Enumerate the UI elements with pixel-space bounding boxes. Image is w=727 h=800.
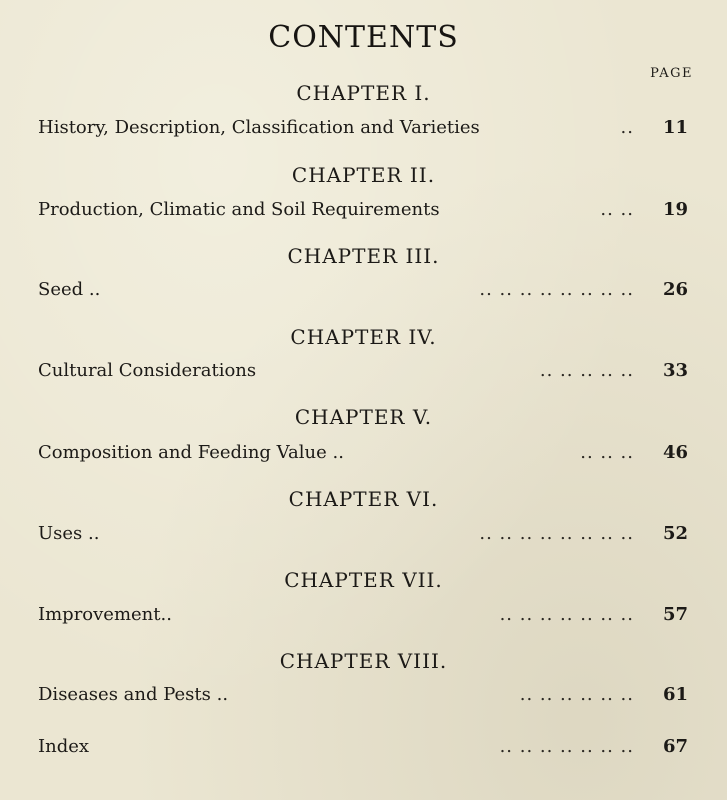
- page-number: 46: [662, 442, 688, 463]
- toc-entry-chapter-7[interactable]: [38, 601, 688, 629]
- toc-entry-chapter-6[interactable]: [38, 520, 688, 548]
- page-number: 67: [662, 736, 688, 757]
- page-number: 19: [662, 199, 688, 220]
- chapter-1-heading: CHAPTER I.: [296, 81, 431, 105]
- dot-leader: .. .. .. .. ..: [539, 360, 634, 381]
- entry-title: History, Description, Classification and Varieties: [38, 117, 480, 138]
- dot-leader: .. .. .. .. .. .. .. ..: [479, 279, 634, 300]
- toc-entry-chapter-5[interactable]: [38, 439, 688, 467]
- contents-heading: CONTENTS: [268, 20, 459, 55]
- page-number: 33: [662, 360, 688, 381]
- dot-leader: .. ..: [600, 199, 634, 220]
- entry-title: Improvement..: [38, 604, 172, 625]
- page-number: 26: [662, 279, 688, 300]
- toc-entry-chapter-2[interactable]: [38, 196, 688, 224]
- chapter-4-heading: CHAPTER IV.: [290, 325, 437, 349]
- page-number: 11: [662, 117, 688, 138]
- chapter-5-heading: CHAPTER V.: [294, 405, 433, 429]
- entry-title: Index: [38, 736, 90, 757]
- dot-leader: .. .. .. .. .. .. ..: [499, 736, 634, 757]
- dot-leader: .. .. .. .. .. .. .. ..: [479, 523, 634, 544]
- page-column-label: PAGE: [650, 66, 693, 81]
- toc-entry-chapter-4[interactable]: [38, 357, 688, 385]
- entry-title: Cultural Considerations: [38, 360, 257, 381]
- toc-entry-chapter-3[interactable]: [38, 276, 688, 304]
- chapter-2-heading: CHAPTER II.: [291, 163, 436, 187]
- page-number: 61: [662, 684, 688, 705]
- toc-entry-chapter-8[interactable]: [38, 681, 688, 709]
- entry-title: Diseases and Pests ..: [38, 684, 229, 705]
- toc-entry-index[interactable]: [38, 733, 688, 761]
- page-number: 52: [662, 523, 688, 544]
- entry-title: Uses ..: [38, 523, 100, 544]
- chapter-6-heading: CHAPTER VI.: [288, 487, 439, 511]
- chapter-3-heading: CHAPTER III.: [287, 244, 440, 268]
- dot-leader: .. .. .. .. .. ..: [519, 684, 634, 705]
- chapter-7-heading: CHAPTER VII.: [284, 568, 443, 592]
- page-number: 57: [662, 604, 688, 625]
- toc-entry-chapter-1[interactable]: [38, 114, 688, 142]
- dot-leader: ..: [620, 117, 634, 138]
- entry-title: Composition and Feeding Value ..: [38, 442, 344, 463]
- entry-title: Seed ..: [38, 279, 101, 300]
- dot-leader: .. .. .. .. .. .. ..: [499, 604, 634, 625]
- entry-title: Production, Climatic and Soil Requirements: [38, 199, 440, 220]
- dot-leader: .. .. ..: [580, 442, 634, 463]
- chapter-8-heading: CHAPTER VIII.: [279, 649, 448, 673]
